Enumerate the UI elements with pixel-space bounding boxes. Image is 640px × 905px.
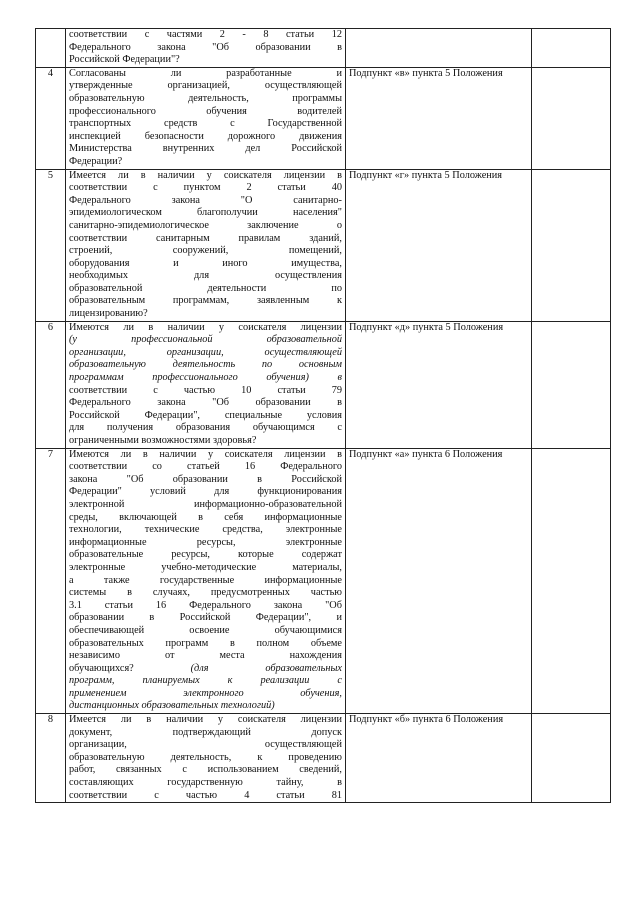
row-number bbox=[36, 29, 66, 68]
table-row bbox=[36, 67, 611, 169]
question-line: образовательную деятельность, к проведению bbox=[69, 751, 342, 763]
question-line: строений, сооружений, помещений, bbox=[69, 245, 342, 257]
regulation-reference: Подпункт «д» пункта 5 Положения bbox=[346, 321, 532, 448]
table-row bbox=[36, 448, 611, 713]
requirements-table-body bbox=[36, 29, 611, 803]
question-line: образовательную деятельность по основным bbox=[69, 359, 342, 371]
requirements-table bbox=[35, 28, 611, 803]
regulation-reference: Подпункт «б» пункта 6 Положения bbox=[346, 714, 532, 803]
question-line: Федерального закона "Об образовании в bbox=[69, 397, 342, 409]
question-line: составляющих государственную тайну, в bbox=[69, 777, 342, 789]
question-line: ограниченными возможностями здоровья? bbox=[69, 435, 257, 446]
question-line: системы в случаях, предусмотренных частью bbox=[69, 587, 342, 599]
question-line: Российской Федерации", специальные условия bbox=[69, 409, 342, 421]
question-cell bbox=[66, 321, 346, 448]
question-cell bbox=[66, 714, 346, 803]
question-line: организации, организации, осуществляющей bbox=[69, 346, 342, 358]
question-line: закона "Об образовании в Российской bbox=[69, 473, 342, 485]
regulation-reference: Подпункт «г» пункта 5 Положения bbox=[346, 169, 532, 321]
question-line: информационные ресурсы, электронные bbox=[69, 536, 342, 548]
question-line: лицензированию? bbox=[69, 308, 148, 320]
question-line: Российской Федерации"? bbox=[69, 54, 180, 66]
notes-cell bbox=[532, 714, 611, 803]
question-line: независимо от места нахождения bbox=[69, 650, 342, 662]
question-line: Имеются ли в наличии у соискателя лицензии в bbox=[69, 448, 342, 460]
notes-cell bbox=[532, 321, 611, 448]
question-cell bbox=[66, 67, 346, 169]
table-row bbox=[36, 169, 611, 321]
question-line: применением электронного обучения, bbox=[69, 687, 342, 699]
question-line: обучающихся? (для образовательных bbox=[69, 662, 342, 674]
question-line: соответствии с пунктом 2 статьи 40 bbox=[69, 182, 342, 194]
question-line: электронные учебно-методические материалы, bbox=[69, 561, 342, 573]
question-line: инспекцией безопасности дорожного движения bbox=[69, 130, 342, 142]
question-line: санитарно-эпидемиологическое заключение о bbox=[69, 219, 342, 231]
question-line: утвержденные организацией, осуществляющей bbox=[69, 80, 342, 92]
table-row bbox=[36, 29, 611, 68]
question-line: работ, связанных с использованием сведений, bbox=[69, 764, 342, 776]
question-line: образовательной деятельности по bbox=[69, 282, 342, 294]
question-line: образовательные ресурсы, которые содержат bbox=[69, 549, 342, 561]
regulation-reference: Подпункт «в» пункта 5 Положения bbox=[346, 67, 532, 169]
row-number: 5 bbox=[36, 169, 66, 321]
question-line: Имеются ли в наличии у соискателя лицензии bbox=[69, 321, 342, 333]
question-cell bbox=[66, 169, 346, 321]
question-line: образовательных программ в полном объеме bbox=[69, 637, 342, 649]
question-line: образовательную деятельность, программы bbox=[69, 92, 342, 104]
question-line: эпидемиологическом благополучии населения" bbox=[69, 207, 342, 219]
notes-cell bbox=[532, 169, 611, 321]
question-line: необходимых для осуществления bbox=[69, 270, 342, 282]
row-number: 7 bbox=[36, 448, 66, 713]
question-line: транспортных средств с Государственной bbox=[69, 118, 342, 130]
question-line: Федерации" условий для функционирования bbox=[69, 486, 342, 498]
notes-cell bbox=[532, 448, 611, 713]
question-line: Федерального закона "О санитарно- bbox=[69, 194, 342, 206]
question-line: программам профессионального обучения) в bbox=[69, 372, 342, 384]
question-line: соответствии с частью 10 статьи 79 bbox=[69, 384, 342, 396]
question-line: а также государственные информационные bbox=[69, 574, 342, 586]
question-cell bbox=[66, 29, 346, 68]
question-line: электронной информационно-образовательной bbox=[69, 498, 342, 510]
question-line: образовательным программам, заявленным к bbox=[69, 295, 342, 307]
question-line: Имеется ли в наличии у соискателя лицензии в bbox=[69, 169, 342, 181]
row-number: 4 bbox=[36, 67, 66, 169]
question-line: программ, планируемых к реализации с bbox=[69, 675, 342, 687]
question-line: профессионального обучения водителей bbox=[69, 105, 342, 117]
question-line: Имеется ли в наличии у соискателя лицензии bbox=[69, 714, 342, 726]
question-line: оборудования и иного имущества, bbox=[69, 257, 342, 269]
row-number: 6 bbox=[36, 321, 66, 448]
question-line: организации, осуществляющей bbox=[69, 739, 342, 751]
regulation-reference: Подпункт «а» пункта 6 Положения bbox=[346, 448, 532, 713]
question-line: соответствии санитарным правилам зданий, bbox=[69, 232, 342, 244]
question-line: 3.1 статьи 16 Федерального закона "Об bbox=[69, 599, 342, 611]
question-line: Согласованы ли разработанные и bbox=[69, 67, 342, 79]
question-line: документ, подтверждающий допуск bbox=[69, 726, 342, 738]
question-line: технологии, технические средства, электронные bbox=[69, 524, 342, 536]
question-line: для получения образования обучающимся с bbox=[69, 422, 342, 434]
question-line: соответствии с частями 2 - 8 статьи 12 bbox=[69, 29, 342, 40]
question-cell bbox=[66, 448, 346, 713]
question-line: Министерства внутренних дел Российской bbox=[69, 143, 342, 155]
question-line: обеспечивающей освоение обучающимися bbox=[69, 624, 342, 636]
regulation-reference bbox=[346, 29, 532, 68]
question-line: образовании в Российской Федерации", и bbox=[69, 612, 342, 624]
question-line: дистанционных образовательных технологий) bbox=[69, 700, 275, 712]
notes-cell bbox=[532, 67, 611, 169]
table-row bbox=[36, 714, 611, 803]
question-line: (у профессиональной образовательной bbox=[69, 334, 342, 346]
question-line: Федерации? bbox=[69, 155, 123, 167]
notes-cell bbox=[532, 29, 611, 68]
table-row bbox=[36, 321, 611, 448]
row-number: 8 bbox=[36, 714, 66, 803]
question-line: среды, включающей в себя информационные bbox=[69, 511, 342, 523]
question-line: соответствии с частью 4 статьи 81 bbox=[69, 789, 342, 801]
question-line: Федерального закона "Об образовании в bbox=[69, 41, 342, 53]
question-line: соответствии со статьей 16 Федерального bbox=[69, 461, 342, 473]
